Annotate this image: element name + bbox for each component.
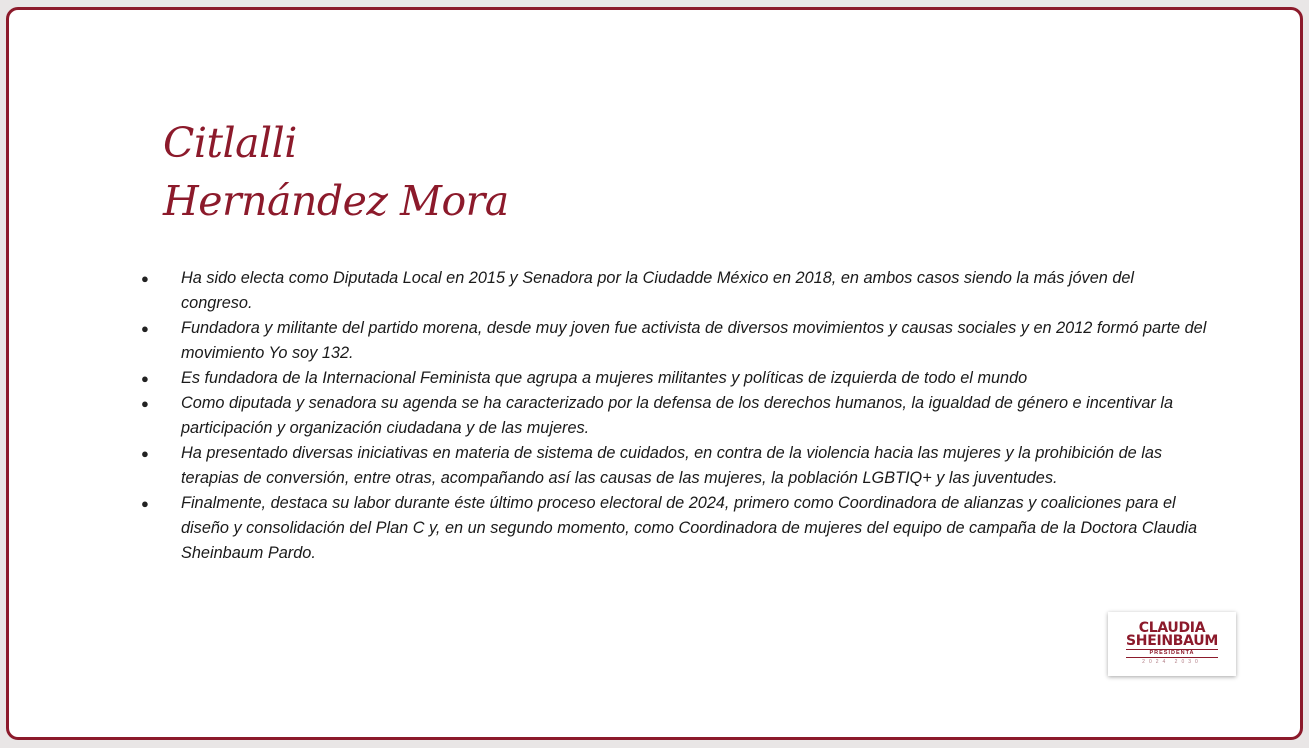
bullet-icon: ●	[141, 496, 149, 511]
list-item	[139, 441, 1209, 491]
bullet-icon: ●	[141, 271, 149, 286]
list-item-text: Como diputada y senadora su agenda se ha caracterizado por la defensa de los derechos humanos, la igualdad de género e incentivar la participación y organización ciudadana y de las mujeres.	[181, 394, 1174, 437]
bullet-icon: ●	[141, 371, 149, 386]
logo-line-years: 2024 2030	[1142, 659, 1202, 665]
title-first-name: Citlalli	[163, 119, 297, 167]
list-item-text: Finalmente, destaca su labor durante éste último proceso electoral de 2024, primero como Coordinadora de alianzas y coaliciones para el diseño y consolidación del Plan C y, en un segundo momento, como Coordinadora de mujeres del equipo de campaña de la Doctora Claudia Sheinbaum Pardo.	[181, 494, 1198, 562]
campaign-logo	[1108, 612, 1236, 676]
bullet-list	[139, 266, 1209, 566]
logo-line-claudia: CLAUDIA	[1138, 620, 1206, 636]
list-item	[139, 391, 1209, 441]
list-item	[139, 491, 1209, 566]
list-item	[139, 266, 1209, 316]
logo-line-sheinbaum: SHEINBAUM	[1126, 633, 1218, 649]
list-item-text: Ha presentado diversas iniciativas en materia de sistema de cuidados, en contra de la violencia hacia las mujeres y la prohibición de las terapias de conversión, entre otras, acompañando así las causas de las mujeres, la población LGBTIQ+ y las juventudes.	[181, 444, 1163, 487]
bullet-icon: ●	[141, 321, 149, 336]
slide-title	[163, 114, 509, 230]
bullet-icon: ●	[141, 396, 149, 411]
list-item-text: Ha sido electa como Diputada Local en 2015 y Senadora por la Ciudadde México en 2018, en ambos casos siendo la más jóven del congreso.	[181, 269, 1135, 312]
list-item	[139, 316, 1209, 366]
logo-line-presidenta: PRESIDENTA	[1126, 649, 1218, 658]
slide	[6, 7, 1303, 740]
list-item-text: Es fundadora de la Internacional Feminista que agrupa a mujeres militantes y políticas de izquierda de todo el mundo	[181, 369, 1028, 387]
bullet-icon: ●	[141, 446, 149, 461]
list-item	[139, 366, 1209, 391]
list-item-text: Fundadora y militante del partido morena, desde muy joven fue activista de diversos movimientos y causas sociales y en 2012 formó parte del movimiento Yo soy 132.	[181, 319, 1207, 362]
title-last-name: Hernández Mora	[163, 177, 509, 225]
